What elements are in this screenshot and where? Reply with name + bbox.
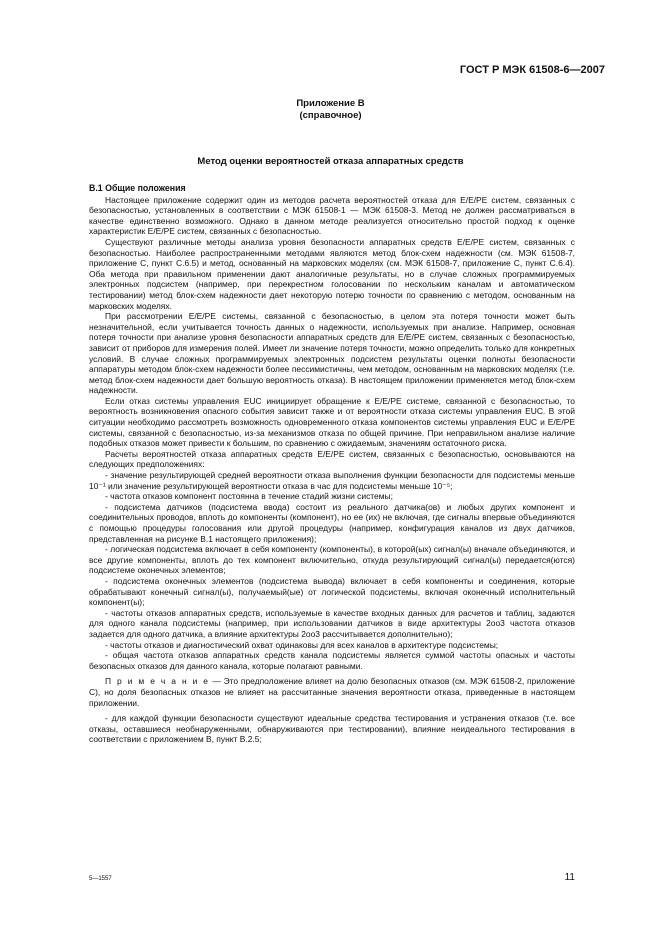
- paragraph: Расчеты вероятностей отказа аппаратных средств E/E/PE систем, связанных с безопасностью, основываются на следующих предположениях:: [89, 448, 575, 470]
- list-item: - подсистема оконечных элементов (подсистема вывода) включает в себя компоненты и соединения, которые обрабатывают конечный сигнал(ы), получаемый(ые) от логической подсистемы, включая оконечный исполнительный компонент(ы);: [89, 575, 575, 608]
- paragraph: Если отказ системы управления EUC инициирует обращение к E/E/PE системе, связанной с безопасностью, то вероятность возникновения опасного события зависит также и от вероятности отказа системы управления EUC. В этой ситуации необходимо рассмотреть возможность одновременного отказа компонентов системы управления EUC и E/E/PE системы, связанной с безопасностью, из-за механизмов отказа по общей причине. При неправильном анализе наличие подобных отказов может привести к большим, по сравнению с ожидаемым, значениям остаточного риска.: [89, 395, 575, 449]
- note-text: — Это предположение влияет на долю безопасных отказов (см. МЭК 61508-2, приложение С), но доля безопасных отказов не влияет на рассчитанные значения вероятности отказа, приведенные в настоящем приложении.: [89, 676, 575, 708]
- list-item: - логическая подсистема включает в себя компоненту (компоненты), в которой(ых) сигнал(ы) вначале объединяются, и все другие компоненты, вплоть до тех компонент включительно, откуда результирующий сигнал(ы) передается(ются) подсистеме оконечных элементов;: [89, 544, 575, 576]
- list-item: - общая частота отказов аппаратных средств канала подсистемы является суммой частоты опасных и частоты безопасных отказов для данного канала, которые полагают равными.: [89, 650, 575, 671]
- note-label: П р и м е ч а н и е: [105, 676, 210, 687]
- list-item: - подсистема датчиков (подсистема ввода) состоит из реального датчика(ов) и любых других компонент и соединительных проводов, вплоть до компоненты (компонент), но ее (их) не включая, где сигналы впервые объединяются с помощью процедуры голосования или другой процедуры (например, конфигурация каналов из двух датчиков, представленная на рисунке В.1 настоящего приложения);: [89, 501, 575, 544]
- list-item: - частоты отказов аппаратных средств, используемые в качестве входных данных для расчетов и таблиц, задаются для одного канала подсистемы (например, при использовании датчиков в виде архитектуры 2оо3 частота отказов задается для одного датчика, а влияние архитектуры 2оо3 рассчитывается дополнительно);: [89, 607, 575, 639]
- annex-subtitle: (справочное): [299, 110, 362, 121]
- list-item: - значение результирующей средней вероятности отказа выполнения функции безопасности для подсистемы меньше 10⁻¹ или значение результирующей вероятности отказа в час для подсистемы меньше 10⁻⁵;: [89, 470, 575, 491]
- document-title: Метод оценки вероятностей отказа аппаратных средств: [197, 156, 464, 167]
- paragraph: Настоящее приложение содержит один из методов расчета вероятностей отказа для E/E/PE систем, связанных с безопасностью, установленных в соответствии с МЭК 61508-1 — МЭК 61508-3. Метод не должен рассматриваться в качестве единственно возможного. Однако в данном методе реализуется относительно простой подход к оценке характеристик E/E/PE систем, связанных с безопасностью.: [89, 194, 575, 237]
- print-code: 5—1557: [89, 876, 112, 882]
- page-number: 11: [564, 872, 575, 883]
- list-item: - для каждой функции безопасности существуют идеальные средства тестирования и устранения отказов (т.е. все отказы, оставшиеся необнаруженными, обнаруживаются при тестировании), влияние неидеального тестирования в соответствии с приложением В, пункт В.2.5;: [89, 713, 575, 745]
- body-content: [89, 183, 575, 745]
- paragraph: Существуют различные методы анализа уровня безопасности аппаратных средств E/E/PE систем, связанных с безопасностью. Наиболее распространенными методами являются метод блок-схем надежности (см. МЭК 61508-7, приложение С, пункт С.6.5) и метод, основанный на марковских моделях (см. МЭК 61508-7, приложение С, пункт С.6.4). Оба метода при правильном применении дают аналогичные результаты, но в случае сложных программируемых электронных подсистем (например, при перекрестном голосовании по нескольким каналам и автоматическом тестировании) метод блок-схем надежности дает некоторую потерю точности по сравнению с методом, основанным на марковских моделях.: [89, 236, 575, 311]
- annex-heading: [0, 98, 661, 122]
- note: [89, 676, 575, 708]
- standard-header: ГОСТ Р МЭК 61508-6—2007: [459, 64, 605, 76]
- paragraph: При рассмотрении E/E/PE системы, связанной с безопасностью, в целом эта потеря точности может быть незначительной, если учитывается точность данных о надежности, используемых при анализе. Например, основная потеря точности при анализе уровня безопасности аппаратных средств для E/E/PE систем, связанных с безопасностью, зависит от приборов для измерения полей. Имеет ли значение потеря точности, можно определить только для конкретных условий. В случае сложных программируемых электронных подсистем результаты оценки полноты безопасности аппаратуры методом блок-схем надежности более пессимистичны, чем методом, основанным на марковских моделях (т.е. метод блок-схем надежности дает большую вероятность отказа). В настоящем приложении применяется метод блок-схем надежности.: [89, 311, 575, 396]
- list-item: - частота отказов компонент постоянна в течение стадий жизни системы;: [105, 491, 393, 502]
- list-item: - частоты отказов и диагностический охват одинаковы для всех каналов в архитектуре подсистемы;: [105, 639, 499, 650]
- section-heading: В.1 Общие положения: [89, 183, 186, 193]
- annex-title: Приложение В: [296, 98, 365, 109]
